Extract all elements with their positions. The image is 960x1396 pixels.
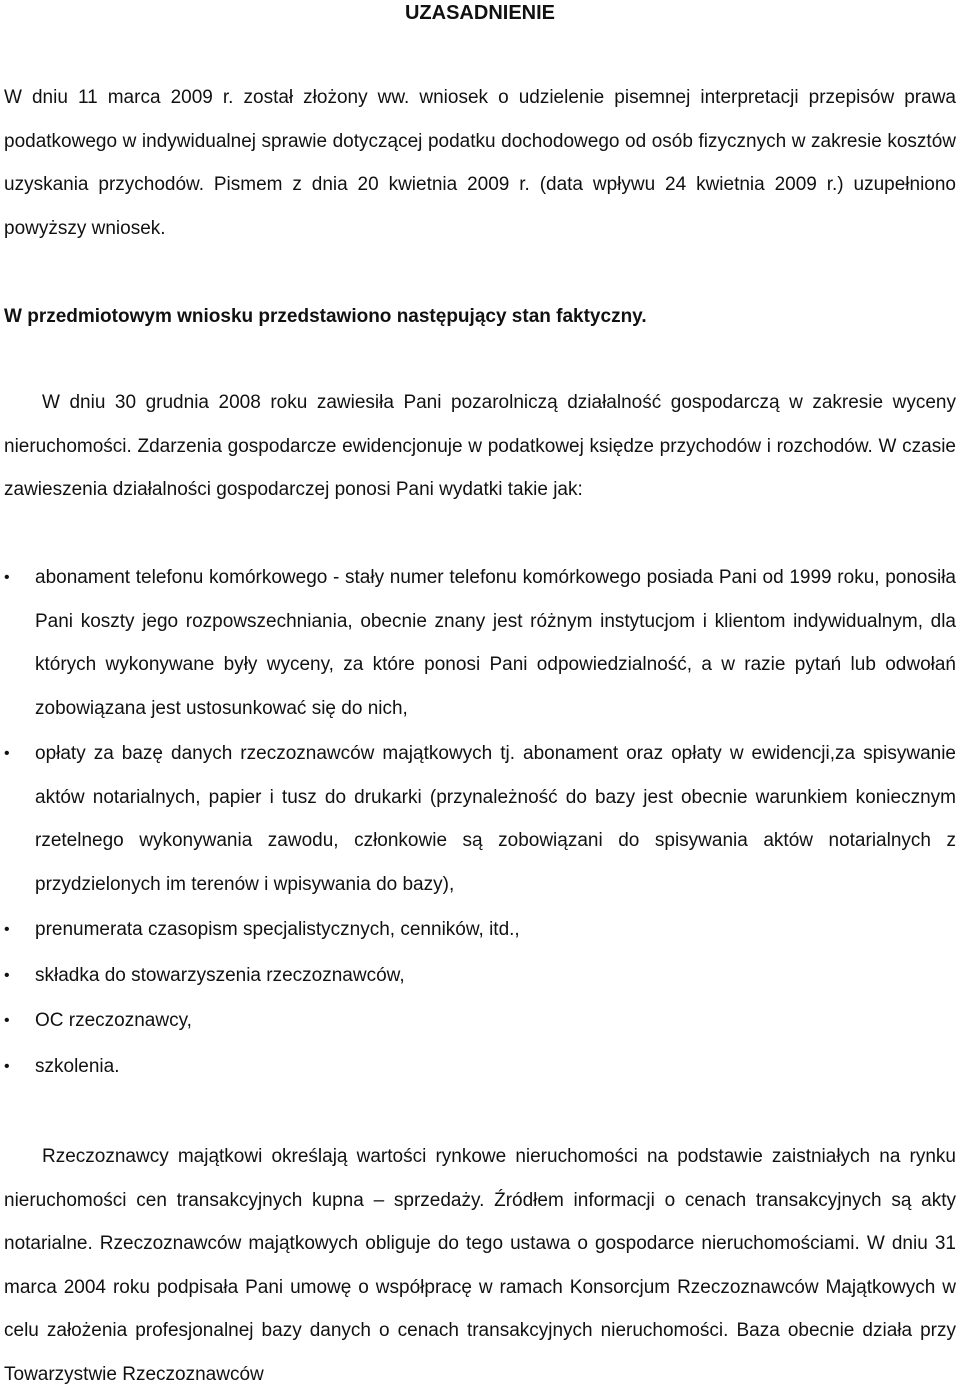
list-item bbox=[0, 954, 956, 998]
list-item-text: opłaty za bazę danych rzeczoznawców majątkowych tj. abonament oraz opłaty w ewidencji,za spisywanie aktów notarialnych, papier i tusz do drukarki (przynależność do bazy jest obecnie warunkiem koniecznym rzetelnego wykonywania zawodu, członkowie są zobowiązani do spisywania aktów notarialnych z przydzielonych im terenów i wpisywania do bazy), bbox=[35, 743, 956, 895]
paragraph-appraisers: Rzeczoznawcy majątkowi określają wartości rynkowe nieruchomości na podstawie zaistniałych na rynku nieruchomości cen transakcyjnych kupna – sprzedaży. Źródłem informacji o cenach transakcyjnych są akty notarialne. Rzeczoznawców majątkowych obliguje do tego ustawa o gospodarce nieruchomościami. W dniu 31 marca 2004 roku podpisała Pani umowę o współpracę w ramach Konsorcjum Rzeczoznawców Majątkowych w celu założenia profesjonalnej bazy danych o cenach transakcyjnych nieruchomości. Baza obecnie działa przy Towarzystwie Rzeczoznawców bbox=[4, 1146, 956, 1385]
list-item bbox=[0, 908, 956, 952]
bullet-icon: • bbox=[4, 1057, 10, 1075]
list-item-text: składka do stowarzyszenia rzeczoznawców, bbox=[35, 964, 405, 986]
bullet-icon: • bbox=[4, 569, 10, 586]
list-item-text: szkolenia. bbox=[35, 1055, 120, 1077]
list-item-text: OC rzeczoznawcy, bbox=[35, 1010, 192, 1031]
bullet-icon: • bbox=[4, 966, 10, 984]
paragraph-intro: W dniu 11 marca 2009 r. został złożony ww. wniosek o udzielenie pisemnej interpretacji przepisów prawa podatkowego w indywidualnej sprawie dotyczącej podatku dochodowego od osób fizycznych w zakresie kosztów uzyskania przychodów. Pismem z dnia 20 kwietnia 2009 r. (data wpływu 24 kwietnia 2009 r.) uzupełniono powyższy wniosek. bbox=[4, 87, 956, 239]
expense-list bbox=[0, 556, 956, 1090]
bullet-icon: • bbox=[4, 921, 10, 938]
bullet-icon: • bbox=[4, 1012, 10, 1029]
bullet-icon: • bbox=[4, 745, 10, 762]
paragraph-facts-heading: W przedmiotowym wniosku przedstawiono następujący stan faktyczny. bbox=[4, 306, 647, 327]
list-item bbox=[0, 732, 956, 906]
paragraph-facts: W dniu 30 grudnia 2008 roku zawiesiła Pani pozarolniczą działalność gospodarczą w zakresie wyceny nieruchomości. Zdarzenia gospodarcze ewidencjonuje w podatkowej księdze przychodów i rozchodów. W czasie zawieszenia działalności gospodarczej ponosi Pani wydatki takie jak: bbox=[4, 392, 956, 500]
list-item bbox=[0, 1045, 956, 1089]
list-item-text: prenumerata czasopism specjalistycznych, cenników, itd., bbox=[35, 919, 520, 940]
document-heading: UZASADNIENIE bbox=[404, 2, 555, 24]
list-item bbox=[0, 556, 956, 730]
list-item bbox=[0, 999, 956, 1043]
list-item-text: abonament telefonu komórkowego - stały numer telefonu komórkowego posiada Pani od 1999 roku, ponosiła Pani koszty jego rozpowszechniania, obecnie znany jest różnym instytucjom i klientom indywidualnym, dla których wykonywane były wyceny, za które ponosi Pani odpowiedzialność, a w razie pytań lub odwołań zobowiązana jest ustosunkować się do nich, bbox=[35, 567, 956, 719]
